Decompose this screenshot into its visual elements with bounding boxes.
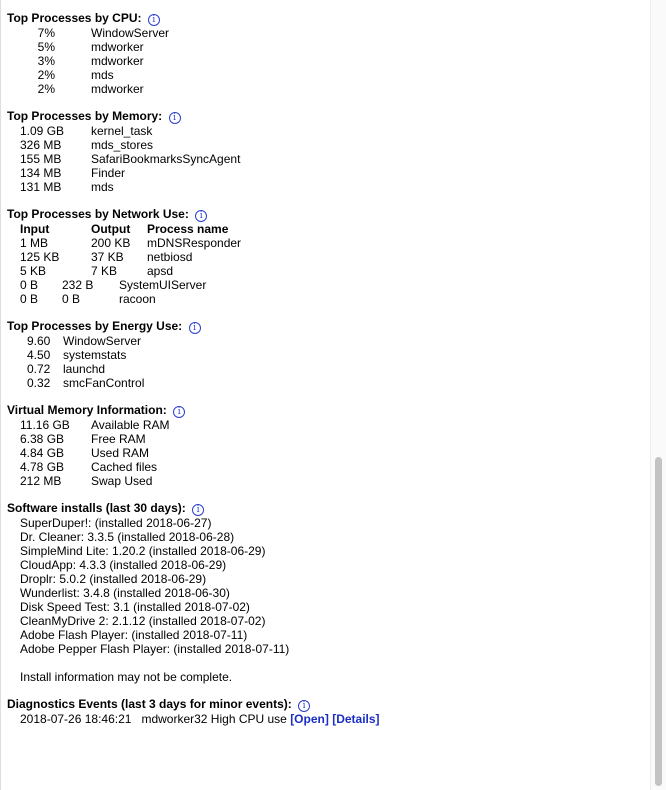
input-value: 0 B (20, 292, 39, 306)
process-name: mds (91, 180, 114, 194)
table-row (7, 264, 647, 278)
vm-label: Swap Used (91, 474, 153, 488)
list-item (7, 180, 647, 194)
process-name: kernel_task (91, 124, 153, 138)
energy-value: 0.72 (27, 362, 51, 376)
cpu-value: 7% (37, 26, 55, 40)
vm-value: 6.38 GB (20, 432, 65, 446)
vm-label: Available RAM (91, 418, 170, 432)
output-value: 232 B (62, 278, 94, 292)
vm-label: Used RAM (91, 446, 150, 460)
software-section (7, 501, 647, 684)
vm-title: Virtual Memory Information: (7, 403, 167, 417)
list-item: Droplr: 5.0.2 (installed 2018-06-29) (20, 572, 207, 586)
memory-value: 155 MB (20, 152, 62, 166)
table-row (7, 292, 647, 306)
info-icon[interactable]: i (195, 210, 207, 222)
list-item: Adobe Flash Player: (installed 2018-07-11) (20, 628, 248, 642)
cpu-section (7, 11, 647, 96)
process-name: mDNSResponder (147, 236, 242, 250)
vm-value: 11.16 GB (20, 418, 70, 432)
column-header-input: Input (20, 222, 50, 236)
event-time: 2018-07-26 18:46:21 (20, 712, 132, 726)
network-table (7, 222, 647, 306)
spacer (7, 656, 647, 670)
list-item (7, 152, 647, 166)
cpu-title: Top Processes by CPU: (7, 11, 142, 25)
memory-section (7, 109, 647, 194)
info-icon[interactable]: i (169, 112, 181, 124)
process-name: systemstats (63, 348, 127, 362)
process-name: launchd (63, 362, 106, 376)
cpu-value: 3% (37, 54, 55, 68)
process-name: mds (91, 68, 114, 82)
process-name: mdworker (91, 82, 144, 96)
info-icon[interactable]: i (298, 700, 310, 712)
table-row (7, 236, 647, 250)
list-item (7, 68, 647, 82)
cpu-list (7, 26, 647, 96)
window-edge (0, 0, 1, 790)
etrecheck-report (7, 11, 647, 739)
list-item: SuperDuper!: (installed 2018-06-27) (20, 516, 212, 530)
memory-value: 326 MB (20, 138, 62, 152)
list-item (7, 54, 647, 68)
table-row (7, 250, 647, 264)
cpu-value: 2% (37, 68, 55, 82)
open-link[interactable]: [Open] (290, 712, 329, 726)
process-name: SystemUIServer (119, 278, 207, 292)
vm-header (7, 403, 647, 418)
table-row (7, 278, 647, 292)
process-name: WindowServer (91, 26, 170, 40)
install-note: Install information may not be complete. (20, 670, 233, 684)
event-text: mdworker32 High CPU use (141, 712, 287, 726)
vm-label: Cached files (91, 460, 158, 474)
list-item: Adobe Pepper Flash Player: (installed 2018-07-11) (20, 642, 290, 656)
network-header (7, 207, 647, 222)
diagnostics-section (7, 697, 647, 726)
details-link[interactable]: [Details] (332, 712, 380, 726)
vertical-scrollbar[interactable] (650, 0, 666, 790)
energy-header (7, 319, 647, 334)
output-value: 7 KB (91, 264, 118, 278)
process-name: mdworker (91, 40, 144, 54)
energy-value: 9.60 (27, 334, 51, 348)
output-value: 37 KB (91, 250, 124, 264)
process-name: netbiosd (147, 250, 193, 264)
list-item (7, 418, 647, 432)
list-item (7, 166, 647, 180)
list-item (7, 124, 647, 138)
list-item (7, 432, 647, 446)
column-header-process: Process name (147, 222, 229, 236)
software-title: Software installs (last 30 days): (7, 501, 186, 515)
list-item (7, 376, 647, 390)
list-item: Disk Speed Test: 3.1 (installed 2018-07-02) (20, 600, 250, 614)
vm-value: 4.78 GB (20, 460, 65, 474)
vm-label: Free RAM (91, 432, 146, 446)
vm-section (7, 403, 647, 488)
energy-value: 0.32 (27, 376, 51, 390)
software-header (7, 501, 647, 516)
list-item: CleanMyDrive 2: 2.1.12 (installed 2018-07-02) (20, 614, 266, 628)
energy-section (7, 319, 647, 390)
list-item (7, 362, 647, 376)
list-item (7, 82, 647, 96)
list-item (7, 26, 647, 40)
process-name: smcFanControl (63, 376, 145, 390)
energy-value: 4.50 (27, 348, 51, 362)
memory-header (7, 109, 647, 124)
vm-value: 4.84 GB (20, 446, 65, 460)
table-header (7, 222, 647, 236)
energy-list (7, 334, 647, 390)
list-item (7, 348, 647, 362)
process-name: Finder (91, 166, 126, 180)
cpu-value: 5% (37, 40, 55, 54)
list-item (7, 474, 647, 488)
info-icon[interactable]: i (192, 504, 204, 516)
process-name: WindowServer (63, 334, 142, 348)
vm-list (7, 418, 647, 488)
input-value: 0 B (20, 278, 39, 292)
process-name: racoon (119, 292, 156, 306)
output-value: 200 KB (91, 236, 131, 250)
list-item: Dr. Cleaner: 3.3.5 (installed 2018-06-28) (20, 530, 235, 544)
list-item (7, 138, 647, 152)
vm-value: 212 MB (20, 474, 62, 488)
list-item: SimpleMind Lite: 1.20.2 (installed 2018-06-29) (20, 544, 266, 558)
scrollbar-thumb[interactable] (655, 457, 662, 786)
memory-value: 134 MB (20, 166, 62, 180)
info-icon[interactable]: i (173, 406, 185, 418)
memory-value: 1.09 GB (20, 124, 65, 138)
network-section (7, 207, 647, 306)
memory-list (7, 124, 647, 194)
diagnostic-event (7, 712, 647, 726)
memory-value: 131 MB (20, 180, 62, 194)
memory-title: Top Processes by Memory: (7, 109, 163, 123)
process-name: apsd (147, 264, 174, 278)
process-name: mdworker (91, 54, 144, 68)
output-value: 0 B (62, 292, 81, 306)
input-value: 125 KB (20, 250, 60, 264)
list-item (7, 334, 647, 348)
list-item (7, 40, 647, 54)
cpu-header (7, 11, 647, 26)
input-value: 5 KB (20, 264, 47, 278)
diagnostics-title: Diagnostics Events (last 3 days for minor events): (7, 697, 292, 711)
process-name: mds_stores (91, 138, 154, 152)
network-title: Top Processes by Network Use: (7, 207, 189, 221)
diagnostics-header (7, 697, 647, 712)
list-item (7, 446, 647, 460)
info-icon[interactable]: i (148, 14, 160, 26)
list-item: Wunderlist: 3.4.8 (installed 2018-06-30) (20, 586, 230, 600)
info-icon[interactable]: i (189, 322, 201, 334)
process-name: SafariBookmarksSyncAgent (91, 152, 241, 166)
cpu-value: 2% (37, 82, 55, 96)
software-list (7, 516, 647, 684)
column-header-output: Output (91, 222, 131, 236)
list-item: CloudApp: 4.3.3 (installed 2018-06-29) (20, 558, 227, 572)
list-item (7, 460, 647, 474)
energy-title: Top Processes by Energy Use: (7, 319, 183, 333)
input-value: 1 MB (20, 236, 49, 250)
